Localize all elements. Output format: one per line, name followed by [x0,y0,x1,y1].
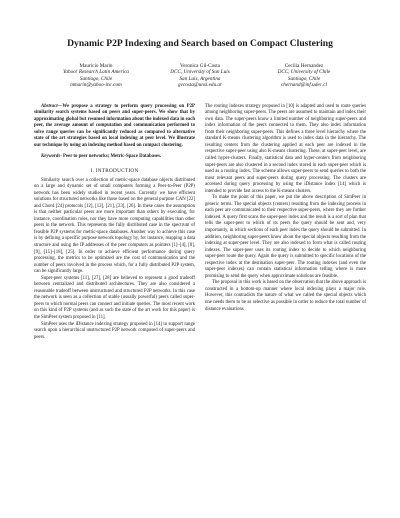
author-location: Santiago, Chile [79,75,113,82]
section-heading: I. INTRODUCTION [90,168,139,174]
body-paragraph: The routing indexes strategy proposed in [10] is adapted and used to route queries among neighboring super-peers. The peers are assumed to maintain and index their own data. The super-peers know a limited number of neighboring super-peers and index information of the peers connected to them. They also index information from their neighboring super-peers. This defines a three level hierarchy where the standard K-means clustering algorithm is used to index data in the hierarchy. The resulting centers from the clustering applied at each peer are indexed in the respective super-peer using also K-means clustering. These, at super-peer level, are called hyper-clusters. Finally, statistical data and hyper-centers from neighboring super-peers are also clustered in a second index stored in each super-peer which is used as a routing index. The scheme allows super-peers to send queries to both the most relevant peers and super-peers during query processing. The clusters are accessed during query processing by using the iDistance index [14] which is intended to provide fast access to the K-means clusters. [205,103,366,194]
author-affiliation: DCC, University of Chile [277,69,331,76]
body-paragraph: The proposal in this work is based on the observation that the above approach is constructed in a bottom-up manner where local indexing plays a major role. However, this contradicts the nature of what we called the special objects which one needs them to be as selective as possible in order to reduce the total number of distance evaluations [205,280,366,312]
author-name: Veronica Gil-Costa [180,63,220,69]
author-affiliation: Yahoo! Research Latin America [63,69,129,76]
keywords-label: Keywords [41,154,61,160]
body-paragraph: To make the point of this paper, we put the above description of SimPeer in generic terms. The special objects (centers) resulting from the indexing process in each peer are communicated to their respective super-peers, where they are further indexed. A query first scans the super-peer index and the result is a sort of plan that tells the super-peer to which of its peers the query should be sent and, very importantly, in which sections of each peer index the query should be submitted. In addition, neighboring super-peers know about the special objects resulting from the indexing at super-peer level. They are also indexed to form what is called routing indexes. The super-peer uses its routing index to decide to which neighboring super-peer route the query. Again the query is submitted to specific locations of the respective index at the destination super-peer. The routing indexes (and even the super-peer indexes) can contain statistical information telling where is more promising to send the query when approximate solutions are feasible. [205,195,366,279]
author-location: Santiago, Chile [287,75,321,82]
author-location: San Luis, Argentina [179,75,221,82]
author-email: mmarin@yahoo-inc.com [70,82,122,89]
left-column [34,104,195,342]
keywords-text: - Peer to peer networks; Metric-Space Databases. [60,154,162,160]
body-paragraph: Super-peer systems [11], [27], [28] are believed to represent a good tradeoff between centralized and distributed architectures. They are also considered a reasonable tradeoff between unstructured and structured P2P networks. In this case the network is seen as a collection of stable (usually powerful) peers called super-peers to which normal peers can connect and initiate queries. The most recent work on this kind of P2P systems (and as such the state of the art work for this paper) is the SimPeer system proposed in [11]. [34,275,195,321]
author-1 [46,63,146,89]
abstract-label: Abstract [41,103,58,109]
body-paragraph: Similarity search over a collection of metric-space database objects distributed on a large and dynamic set of small computers forming a Peer-to-Peer (P2P) network has been widely studied in recent years. Currently we have efficient solutions for structured networks like those based on the general purpose CAN [22] and Chord [24] protocols [12], [13], [21], [23], [26]. In these cases the assumption is that neither particular peers are more important than others by executing, for instance, coordination roles, nor they have more computing capabilities than other peers in the network. This represents the fully distributed case in the spectrum of feasible P2P systems for metric-space databases. Another way to achieve this case is by defining a specific purpose network topology by, for instance, mapping a data structure and using the IP addresses of the peer computers as pointers [1]–[4], [8], [9], [15]–[18], [25]. In order to achieve efficient performance during query processing, the metrics to be optimized are the cost of communication and the number of peers involved in the process which, for a fully distributed P2P system, can be significantly large. [34,177,195,275]
paper-title: Dynamic P2P Indexing and Search based on Compact Clustering [67,38,333,49]
right-column [205,104,366,342]
author-name: Cecilia Hernandez [284,63,324,69]
abstract-text: —We propose a strategy to perform query processing on P2P similarity search systems based on peers and super-peers. We show that by approximating global but resumed information about the indexed data in each peer, the average amount of computation and communication performed to solve range queries can be significantly reduced as compared to alternative state of the art strategies based on local indexing at peer level. We illustrate our technique by using an indexing method based on compact clustering. [34,103,195,148]
keywords [34,154,195,161]
abstract [34,104,195,150]
author-email: gvcosta@unsl.edu.ar [178,82,222,89]
body-columns [34,104,366,342]
author-affiliation: DCC, University of San Luis [170,69,230,76]
author-email: chernand@inf.udec.cl [281,82,327,89]
author-2 [150,63,250,89]
author-block [34,63,366,89]
body-paragraph: SimPeer uses the iDistance indexing strategy proposed in [14] to support range search upon a hierarchical unstructured P2P network composed of super-peers and peers. [34,321,195,340]
author-3 [254,63,354,89]
author-name: Mauricio Marin [79,63,113,69]
